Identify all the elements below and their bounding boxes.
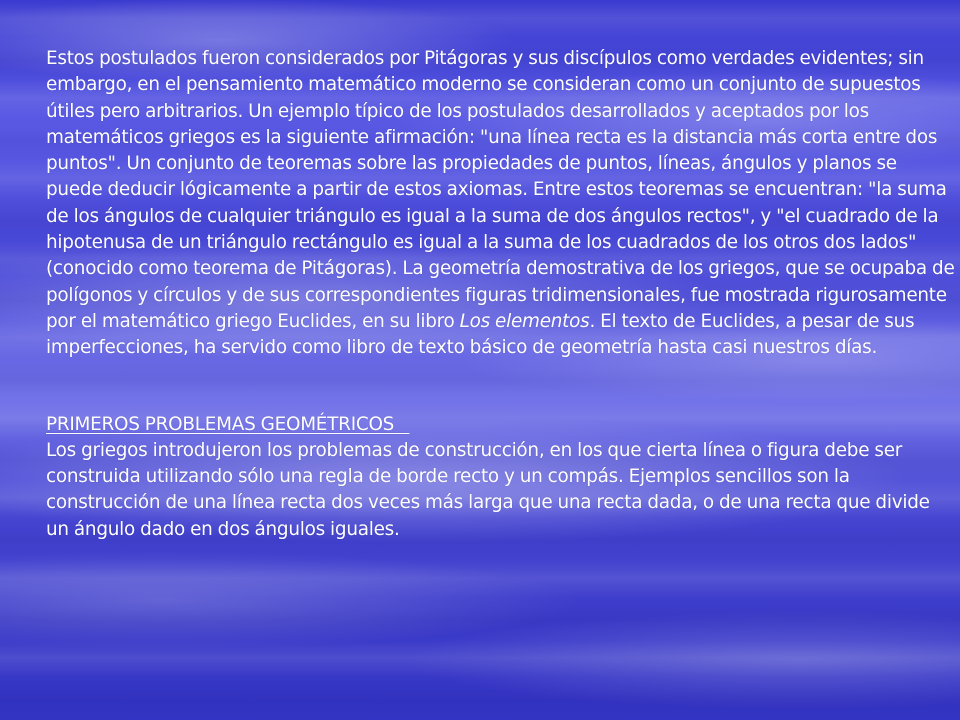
- section-heading: [46, 412, 956, 438]
- paragraph-gap: [46, 362, 956, 412]
- book-title-italic: Los elementos: [459, 310, 590, 332]
- slide-text-content: [46, 46, 956, 543]
- paragraph-text-part1: Estos postulados fueron considerados por Pitágoras y sus discípulos como verdades evidentes; sin embargo, en el pensamiento matemático moderno se consideran como un conjunto de supuestos útiles pero arbitrarios. Un ejemplo típico de los postulados desarrollados y aceptados por los matemáticos griegos es la siguiente afirmación: "una línea recta es la distancia más corta entre dos puntos". Un conjunto de teoremas sobre las propiedades de puntos, líneas, ángulos y planos se puede deducir lógicamente a partir de estos axiomas. Entre estos teoremas se encuentran: "la suma de los ángulos de cualquier triángulo es igual a la suma de dos ángulos rectos", y "el cuadrado de la hipotenusa de un triángulo rectángulo es igual a la suma de los cuadrados de los otros dos lados" (conocido como teorema de Pitágoras). La geometría demostrativa de los griegos, que se ocupaba de polígonos y círculos y de sus correspondientes figuras tridimensionales, fue mostrada rigurosamente por el matemático griego Euclides, en su libro: [46, 48, 955, 332]
- paragraph-problemas: Los griegos introdujeron los problemas de construcción, en los que cierta línea o figura debe ser construida utilizando sólo una regla de borde recto y un compás. Ejemplos sencillos son la construcción de una línea recta dos veces más larga que una recta dada, o de una recta que divide un ángulo dado en dos ángulos iguales.: [46, 439, 930, 540]
- paragraph-text-part2: . El texto de Euclides, a pesar de sus imperfecciones, ha servido como libro de texto básico de geometría hasta casi nuestros días.: [46, 310, 915, 359]
- section-heading-text: PRIMEROS PROBLEMAS GEOMÉTRICOS: [46, 413, 410, 435]
- paragraph-postulados: [46, 46, 956, 362]
